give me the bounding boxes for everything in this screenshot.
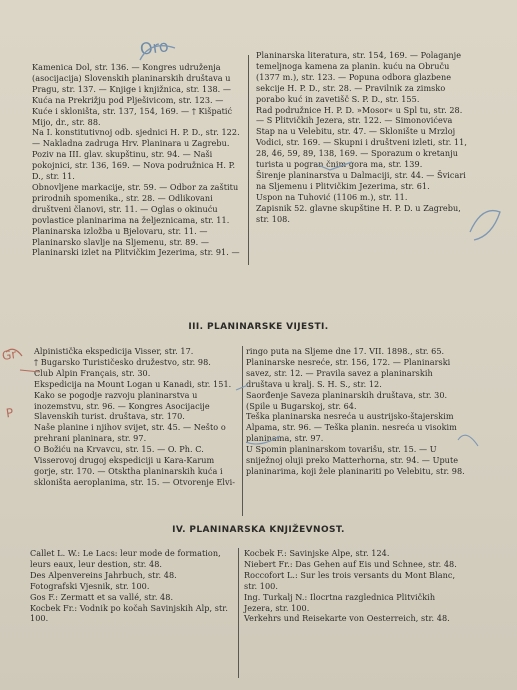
handwritten-note: Oro	[138, 36, 170, 59]
entry: Kako se pogodje razvoju planinarstva u inozemstvu, str. 96. — Kongres Asocijacije Slavenskih turist. društava, str. 170.	[34, 389, 210, 422]
section2-left-column	[34, 346, 240, 488]
section1-right-column	[256, 50, 471, 225]
section-heading-knjizevnost: IV. PLANINARSKA KNJIŽEVNOST.	[172, 525, 345, 535]
entry: Uspon na Tuhović (1106 m.), str. 11.	[256, 191, 408, 202]
entry: Zapisnik 52. glavne skupštine H. P. D. u Zagrebu, str. 108.	[256, 202, 461, 224]
entry: Planinarska izložba u Bjelovaru, str. 11. — Planinarsko slavlje na Sljemenu, str. 89. — Planinarski izlet na Plitvičkim Jezerima, str. 91. —	[32, 225, 240, 258]
entry: Planinarska literatura, str. 154, 169. — Polaganje temeljnoga kamena za planin. kuću na Obruču (1377 m.), str. 123. — Popuna odbora glazbene sekcije H. P. D., str. 28. — Pravilnik za zimsko porabo kuć in zavetišč S. P. D., str. 155.	[256, 50, 462, 104]
section3-right-column	[244, 548, 460, 624]
entry: Club Alpin Français, str. 30.	[34, 367, 151, 378]
entry: Kocbek F.: Savinjske Alpe, str. 124.	[244, 548, 390, 558]
entry: O Božiću na Krvavcu, str. 15. — O. Ph. C. Visserovoj drugoj ekspediciji u Kara-Karum gorje, str. 170. — Otsktha planinarskih kuća i skloništa aeroplanima, str. 15. — Otvorenje Elvi-	[34, 444, 236, 487]
entry: Fotografski Vjesnik, str. 100.	[30, 580, 150, 591]
entry: Ekspedicija na Mount Logan u Kanadi, str. 151.	[34, 378, 232, 389]
entry: Kamenica Dol, str. 136. — Kongres udruženja (asocijacija) Slovenskih planinarskih društava u Pragu, str. 137. — Knjige i knjižnica, str. 138. — Kuća na Prekrižju pod Plješivicom, str. 123. — Kuće i skloništa, str. 137, 154, 169. — † Kišpatić Mijo, dr., str. 88.	[32, 62, 233, 127]
column-divider	[238, 548, 239, 678]
entry: Naše planine i njihov svijet, str. 45. — Nešto o prehrani planinara, str. 97.	[34, 422, 226, 444]
entry: Callet L. W.: Le Lacs: leur mode de formation, leurs eaux, leur destion, str. 48.	[30, 548, 221, 569]
entry: Planinarske nesreće, str. 156, 172. — Planinarski savez, str. 12. — Pravila savez a planinarskih društava u kralj. S. H. S., str. 12.	[246, 356, 451, 389]
section2-right-column	[246, 346, 468, 477]
entry: Verkehrs und Reisekarte von Oesterreich, str. 48.	[244, 613, 450, 624]
pencil-mark	[470, 211, 500, 240]
entry: Ing. Turkalj N.: Ilocrtna razglednica Plitvičkih Jezera, str. 100.	[244, 591, 436, 613]
entry: † Bugarsko Turističesko družestvo, str. 98.	[34, 356, 211, 367]
entry: Na I. konstitutivnoj odb. sjednici H. P. D., str. 122. — Nakladna zadruga Hrv. Planinara u Zagrebu. Poziv na III. glav. skupštinu, str. 94. — Naši pokojnici, str. 136, 169. — Nova podružnica H. P. D., str. 11.	[32, 127, 240, 182]
entry: Kocbek Fr.: Vodnik po kočah Savinjskih Alp, str. 100.	[30, 602, 228, 624]
entry: Niebert Fr.: Das Gehen auf Eis und Schnee, str. 48.	[244, 558, 457, 569]
entry: Alpinistička ekspedicija Visser, str. 17.	[34, 346, 194, 356]
entry: Gos F.: Zermatt et sa vallé, str. 48.	[30, 591, 174, 602]
entry: Rad podružnice H. P. D. »Mosor« u Spl tu, str. 28. — S Plitvičkih Jezera, str. 122. — Simonovićeva Stap na u Velebitu, str. 47. — Sklonište u Mrzloj Vodici, str. 169. — Skupni i društveni izleti, str. 11, 28, 46, 59, 89, 138, 169. — Sporazum o kretanju turista u pogran čnim gora ma, str. 139.	[256, 104, 467, 170]
handwritten-note: P	[5, 405, 15, 421]
column-divider	[242, 346, 243, 516]
entry: ringo puta na Sljeme dne 17. VII. 1898., str. 65.	[246, 346, 445, 356]
entry: Des Alpenvereins Jahrbuch, str. 48.	[30, 569, 177, 580]
section1-left-column	[32, 62, 244, 258]
section3-left-column	[30, 548, 233, 624]
entry: Obnovljene markacije, str. 59. — Odbor za zaštitu prirodnih spomenika., str. 28. — Odlikovani društveni članovi, str. 11. — Oglas o okinuću povlastice planinarima na željeznicama, str. 11.	[32, 181, 239, 225]
section-heading-vijesti: III. PLANINARSKE VIJESTI.	[188, 322, 329, 332]
column-divider	[248, 55, 249, 265]
entry: Roccofort L.: Sur les trois versants du Mont Blanc, str. 100.	[244, 569, 456, 591]
entry: Saorđenje Saveza planinarskih društava, str. 30. (Spile u Bugarskoj, str. 64.	[246, 389, 448, 411]
entry: Širenje planinarstva u Dalmaciji, str. 44. — Švicari na Sljemenu i Plitvičkim Jezerima, str. 61.	[256, 169, 466, 191]
entry: Teška planinarska nesreća u austrijsko-štajerskim Alpama, str. 96. — Teška planin. nesreća u visokim planinama, str. 97.	[246, 411, 457, 444]
handwritten-note: Gr	[1, 347, 18, 363]
entry: U Spomin planinarskom tovarišu, str. 15. — U sniježnoj oluji preko Matterhorna, str. 94. — Upute planinarima, koji žele planinariti po Velebitu, str. 98.	[246, 444, 465, 476]
